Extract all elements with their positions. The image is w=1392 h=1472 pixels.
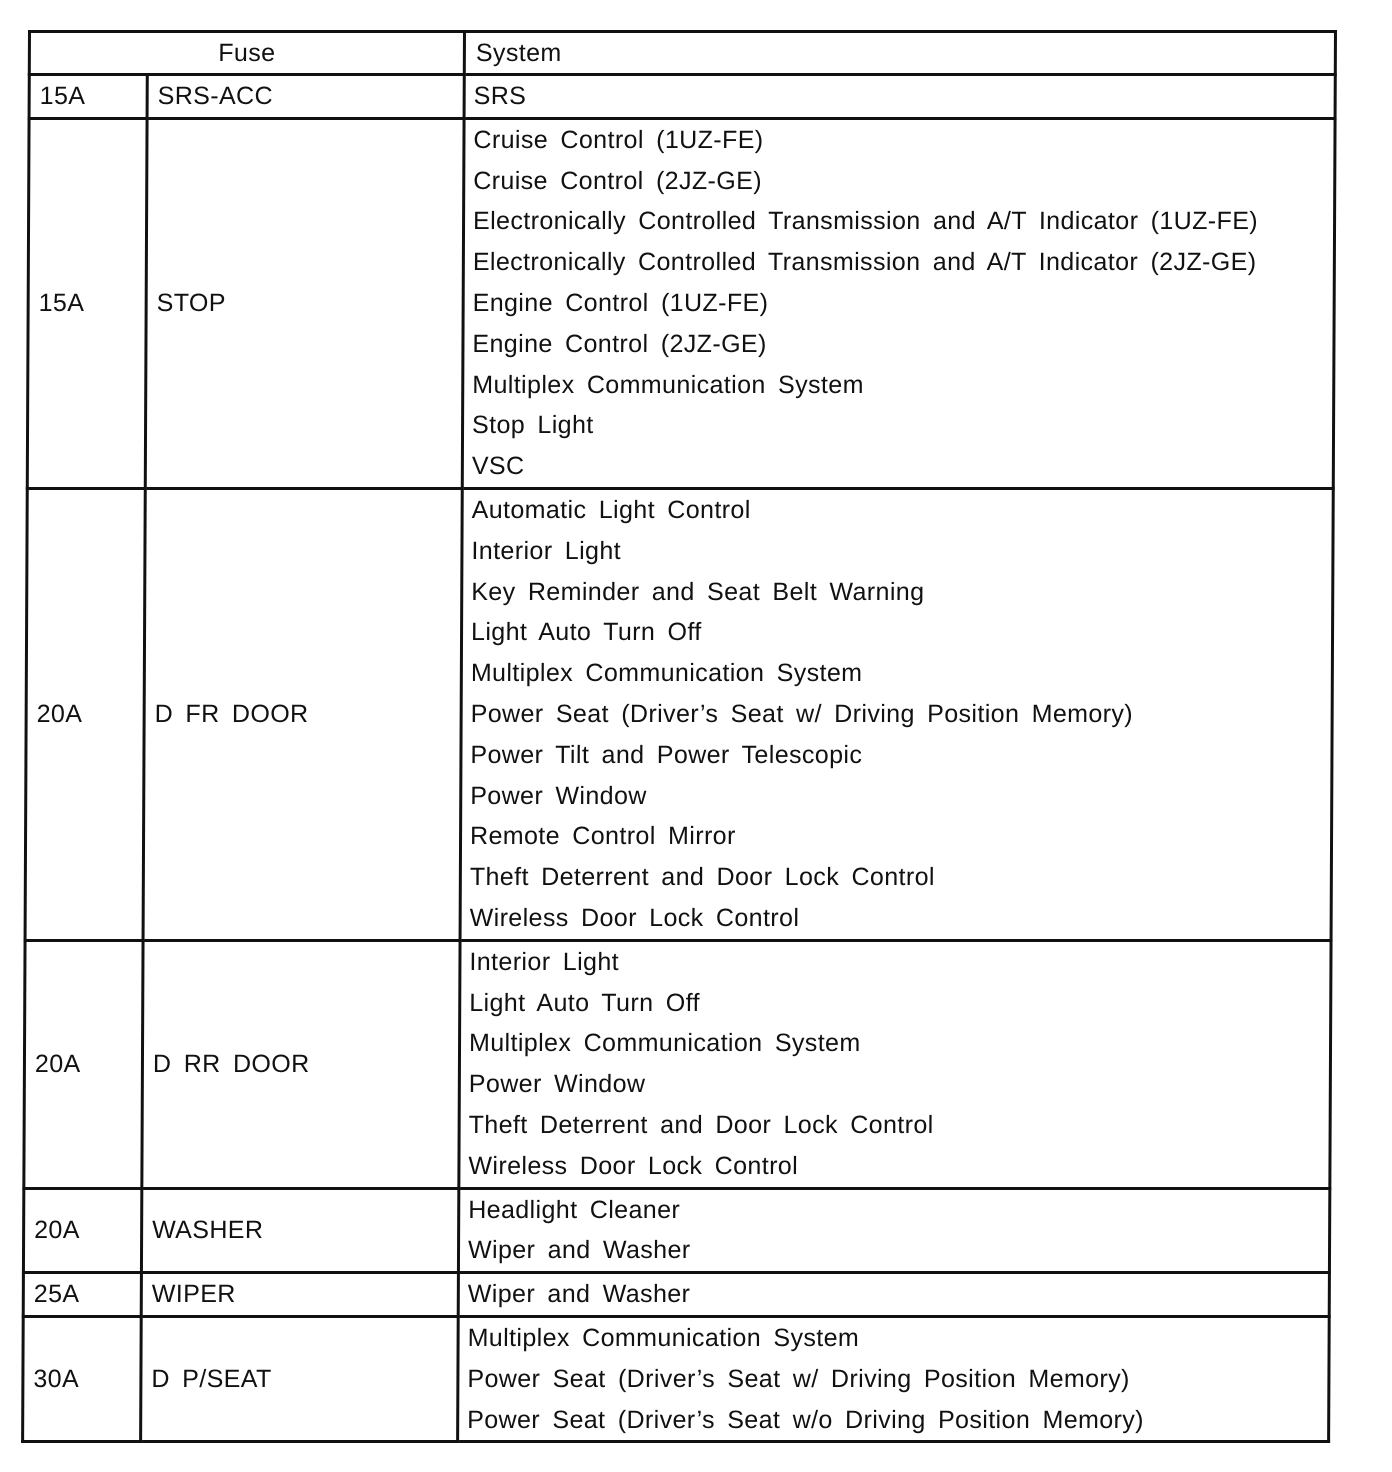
system-item: Power Seat (Driver’s Seat w/ Driving Position Memory) <box>470 699 1134 728</box>
system-item: Cruise Control (1UZ-FE) <box>473 125 764 154</box>
system-item: Multiplex Communication System <box>468 1029 861 1058</box>
system-item: Multiplex Communication System <box>470 659 863 688</box>
system-list-cell <box>460 488 1333 940</box>
system-list <box>472 120 1328 487</box>
fuse-row <box>23 1316 1330 1441</box>
system-list <box>467 1318 1322 1440</box>
fuse-name: STOP <box>145 118 464 488</box>
fuse-column-header: Fuse <box>29 32 464 75</box>
system-item: Power Seat (Driver’s Seat w/ Driving Position Memory) <box>467 1364 1130 1393</box>
table-header-row <box>29 32 1335 75</box>
system-item: Engine Control (2JZ-GE) <box>472 329 767 358</box>
fuse-amperage: 20A <box>25 488 145 940</box>
fuse-name: D FR DOOR <box>143 488 462 940</box>
system-list-cell <box>462 118 1335 488</box>
system-list-cell <box>459 940 1331 1188</box>
system-item: Cruise Control (2JZ-GE) <box>473 166 763 195</box>
fuse-name: WIPER <box>141 1273 458 1317</box>
fuse-amperage: 25A <box>23 1273 141 1317</box>
system-list <box>468 942 1323 1187</box>
system-list-cell <box>458 1316 1330 1441</box>
system-item: Electronically Controlled Transmission and A/T Indicator (1UZ-FE) <box>472 207 1259 236</box>
system-item: Power Window <box>470 781 647 810</box>
system-list <box>468 1274 1322 1315</box>
system-item: Power Seat (Driver’s Seat w/o Driving Position Memory) <box>467 1405 1144 1434</box>
fuse-row <box>23 1188 1329 1273</box>
system-item: Stop Light <box>471 411 594 440</box>
fuse-amperage: 15A <box>27 118 147 488</box>
system-item: Wireless Door Lock Control <box>469 903 800 932</box>
fuse-row <box>25 488 1333 940</box>
fuse-rows <box>23 75 1336 1442</box>
system-column-header: System <box>464 32 1335 75</box>
system-item: Interior Light <box>471 536 622 565</box>
system-list-cell <box>458 1273 1329 1317</box>
system-item: VSC <box>471 452 525 481</box>
system-item: Power Window <box>468 1070 646 1099</box>
fuse-amperage: 30A <box>23 1316 142 1441</box>
fuse-name: WASHER <box>141 1188 458 1273</box>
fuse-amperage: 20A <box>24 940 143 1188</box>
fuse-row <box>23 1273 1329 1317</box>
fuse-amperage: 15A <box>29 75 147 119</box>
system-item: Key Reminder and Seat Belt Warning <box>471 577 925 606</box>
system-item: Wireless Door Lock Control <box>468 1151 799 1180</box>
system-list-cell <box>464 75 1335 119</box>
fuse-row <box>24 940 1331 1188</box>
system-item: Theft Deterrent and Door Lock Control <box>468 1110 934 1139</box>
fuse-row <box>27 118 1335 488</box>
system-item: Remote Control Mirror <box>469 822 736 851</box>
fuse-name: D RR DOOR <box>142 940 460 1188</box>
system-item: Power Tilt and Power Telescopic <box>470 740 863 769</box>
system-item: Wiper and Washer <box>467 1236 691 1265</box>
fuse-name: D P/SEAT <box>141 1316 459 1441</box>
system-item: Wiper and Washer <box>467 1280 691 1309</box>
system-list-cell <box>458 1188 1329 1273</box>
system-item: SRS <box>473 82 527 110</box>
system-item: Light Auto Turn Off <box>469 988 700 1017</box>
system-item: Multiplex Communication System <box>467 1323 860 1352</box>
system-item: Engine Control (1UZ-FE) <box>472 288 769 317</box>
system-item: Theft Deterrent and Door Lock Control <box>469 863 935 892</box>
system-item: Electronically Controlled Transmission and A/T Indicator (2JZ-GE) <box>472 248 1257 277</box>
fuse-amperage: 20A <box>23 1188 141 1273</box>
system-item: Automatic Light Control <box>471 495 751 524</box>
system-list <box>470 490 1326 939</box>
system-item: Light Auto Turn Off <box>470 618 702 647</box>
system-item: Headlight Cleaner <box>468 1195 681 1224</box>
fuse-row <box>29 75 1335 119</box>
system-list <box>474 76 1328 117</box>
system-list <box>468 1190 1322 1272</box>
system-item: Multiplex Communication System <box>472 370 864 399</box>
system-item: Interior Light <box>469 947 620 976</box>
fuse-name: SRS-ACC <box>147 75 464 119</box>
fuse-table <box>21 30 1337 1443</box>
